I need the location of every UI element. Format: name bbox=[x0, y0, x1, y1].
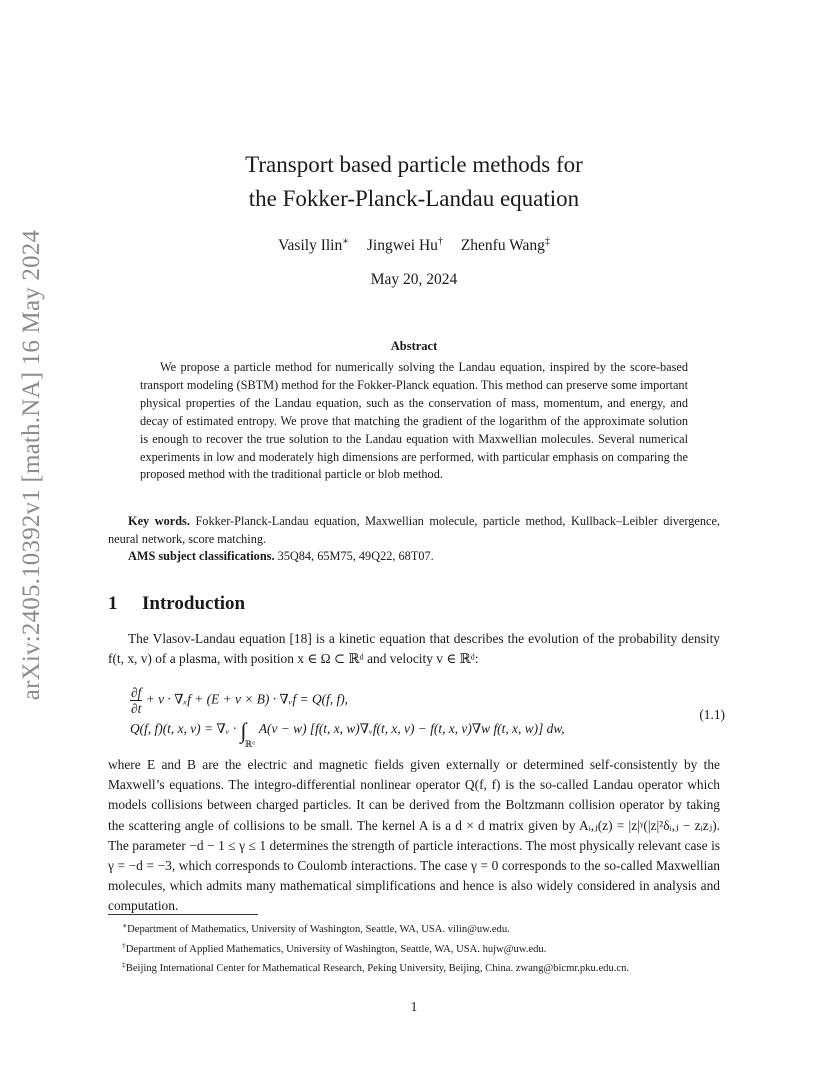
footnote-text: Beijing International Center for Mathematical Research, Peking University, Beijing, China. zwang@bicmr.pku.edu.cn. bbox=[125, 963, 630, 974]
ams-label: AMS subject classifications. bbox=[128, 549, 275, 563]
equation-1-1 bbox=[130, 677, 725, 747]
arxiv-stamp-text: arXiv:2405.10392v1 [math.NA] 16 May 2024 bbox=[18, 229, 45, 701]
author-name: Zhenfu Wang bbox=[460, 237, 545, 254]
intro-paragraph-2: where E and B are the electric and magnetic fields given externally or determined self-consistently by the Maxwell’s equations. The integro-differential nonlinear operator Q(f, f) is the so-called Landau operator which models collisions between charged particles. It can be derived from the Boltzmann collision operator by taking the scattering angle of collisions to be small. The kernel A is a d × d matrix given by Aᵢ,ⱼ(z) = |z|ᵞ(|z|²δᵢ,ⱼ − zᵢzⱼ). The parameter −d − 1 ≤ γ ≤ 1 determines the strength of particle interactions. The most physically relevant case is γ = −d = −3, which corresponds to Coulomb interactions. The case γ = 0 corresponds to the so-called Maxwellian molecules, which admits many mathematical simplifications and hence is also widely considered in analysis and computation. bbox=[108, 757, 720, 914]
author-name: Vasily Ilin bbox=[278, 237, 343, 254]
author-list bbox=[0, 236, 828, 255]
page-number: 1 bbox=[410, 999, 418, 1014]
author-footnote-mark: ∗ bbox=[342, 236, 350, 247]
ams-classification bbox=[108, 548, 720, 566]
footnote-3 bbox=[108, 957, 728, 977]
footnote-text: Department of Mathematics, University of Washington, Seattle, WA, USA. vilin@uw.edu. bbox=[127, 924, 510, 935]
ams-text: 35Q84, 65M75, 49Q22, 68T07. bbox=[277, 549, 434, 563]
equation-line-1 bbox=[130, 685, 348, 716]
integral-domain: ℝᵈ bbox=[244, 739, 255, 749]
abstract-heading: Abstract bbox=[390, 339, 438, 353]
title-line-1: Transport based particle methods for bbox=[245, 152, 583, 177]
equation-number: (1.1) bbox=[699, 707, 725, 722]
equation-line-2 bbox=[130, 718, 565, 750]
author-1 bbox=[278, 237, 349, 254]
footnote-mark: † bbox=[122, 940, 126, 950]
equation-line-1-rest: + v · ∇ₓf + (E + v × B) · ∇ᵥf = Q(f, f), bbox=[145, 691, 349, 707]
footnote-1 bbox=[108, 918, 728, 938]
section-number: 1 bbox=[108, 593, 118, 614]
abstract-text: We propose a particle method for numerically solving the Landau equation, inspired by the score-based transport modeling (SBTM) method for the Fokker-Planck equation. This method can preserve some important physical properties of the Landau equation, such as the conservation of mass, momentum, and energy, and decay of estimated entropy. We prove that matching the gradient of the logarithm of the approximate solution is enough to recover the true solution to the Landau equation with Maxwellian molecules. Several numerical experiments in low and moderately high dimensions are performed, with particular emphasis on comparing the proposed method with the traditional particle or blob method. bbox=[140, 360, 688, 482]
footnote-rule bbox=[108, 914, 258, 915]
fraction-numerator: ∂f bbox=[131, 685, 142, 700]
author-name: Jingwei Hu bbox=[366, 237, 438, 254]
author-3 bbox=[461, 237, 550, 254]
intro-paragraph-1: The Vlasov-Landau equation [18] is a kinetic equation that describes the evolution of the probability density f(t, x, v) of a plasma, with position x ∈ Ω ⊂ ℝᵈ and velocity v ∈ ℝᵈ: bbox=[108, 631, 720, 667]
section-heading-introduction bbox=[108, 593, 245, 615]
footnotes bbox=[108, 918, 728, 977]
footnote-text: Department of Applied Mathematics, University of Washington, Seattle, WA, USA. hujw@uw.edu. bbox=[125, 943, 547, 955]
equation-line-2-right: A(v − w) [f(t, x, w)∇ᵥf(t, x, v) − f(t, x, v)∇w f(t, x, w)] dw, bbox=[258, 721, 565, 736]
author-2 bbox=[367, 237, 443, 254]
keywords bbox=[108, 513, 720, 549]
paper-title bbox=[0, 148, 828, 216]
keywords-text: Fokker-Planck-Landau equation, Maxwellian molecule, particle method, Kullback–Leibler divergence, neural network, score matching. bbox=[108, 514, 720, 546]
footnote-mark: ‡ bbox=[122, 960, 126, 969]
author-footnote-mark: † bbox=[437, 236, 443, 247]
author-footnote-mark: ‡ bbox=[544, 236, 550, 247]
publication-date: May 20, 2024 bbox=[370, 271, 458, 288]
section-title: Introduction bbox=[142, 593, 246, 614]
footnote-mark: ∗ bbox=[122, 921, 128, 930]
partial-derivative-fraction bbox=[130, 685, 142, 716]
keywords-label: Key words. bbox=[128, 514, 190, 528]
equation-line-2-left: Q(f, f)(t, x, v) = ∇ᵥ · bbox=[130, 721, 237, 736]
footnote-2 bbox=[108, 938, 728, 958]
fraction-denominator: ∂t bbox=[131, 701, 142, 716]
integral-sign: ∫ bbox=[240, 718, 247, 743]
title-line-2: the Fokker-Planck-Landau equation bbox=[248, 186, 580, 211]
